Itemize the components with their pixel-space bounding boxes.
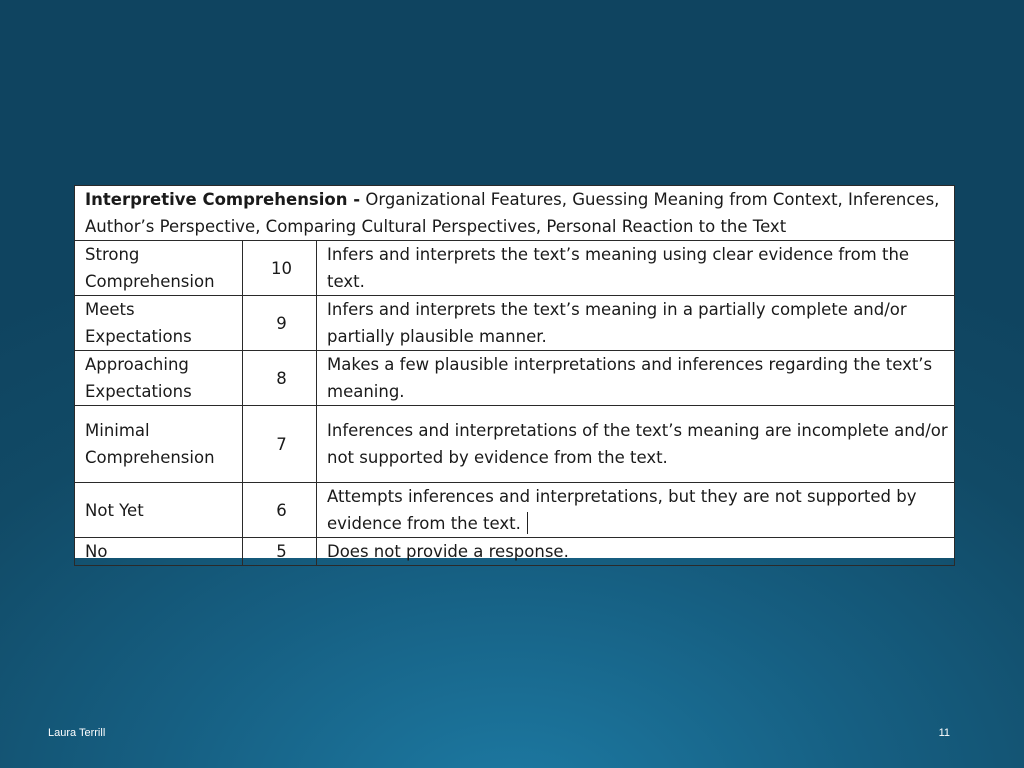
score-cell: 8 (243, 351, 317, 406)
text-cursor (527, 512, 528, 534)
score-cell: 6 (243, 483, 317, 538)
table-row (75, 351, 955, 406)
description-text: Attempts inferences and interpretations, but they are not supported by evidence from the text. (327, 487, 917, 533)
level-cell: Approaching Expectations (75, 351, 243, 406)
score-cell: 7 (243, 406, 317, 483)
description-cell: Does not provide a response. (317, 538, 955, 566)
level-cell: Meets Expectations (75, 296, 243, 351)
description-cell: Makes a few plausible interpretations and inferences regarding the text’s meaning. (317, 351, 955, 406)
description-cell: Inferences and interpretations of the text’s meaning are incomplete and/or not supported by evidence from the text. (317, 406, 955, 483)
description-cell: Infers and interprets the text’s meaning using clear evidence from the text. (317, 241, 955, 296)
rubric-table-image (74, 185, 954, 561)
rubric-table (74, 185, 955, 566)
footer-author: Laura Terrill (48, 727, 106, 739)
table-row (75, 538, 955, 566)
score-cell: 5 (243, 538, 317, 566)
level-cell: No (75, 538, 243, 566)
rubric-subtitle: Organizational Features, Guessing Meaning from Context, Inferences, Author’s Perspective, Comparing Cultural Perspectives, Personal Reaction to the Text (85, 190, 940, 236)
table-row (75, 296, 955, 351)
score-cell: 9 (243, 296, 317, 351)
score-cell: 10 (243, 241, 317, 296)
description-cell (317, 483, 955, 538)
level-cell: Not Yet (75, 483, 243, 538)
rubric-header-row (75, 186, 955, 241)
description-cell: Infers and interprets the text’s meaning in a partially complete and/or partially plausible manner. (317, 296, 955, 351)
table-row (75, 406, 955, 483)
level-cell: Minimal Comprehension (75, 406, 243, 483)
table-row (75, 483, 955, 538)
level-cell: Strong Comprehension (75, 241, 243, 296)
table-row (75, 241, 955, 296)
slide-number: 11 (938, 727, 950, 739)
rubric-title: Interpretive Comprehension - (85, 190, 361, 209)
rubric-header-cell (75, 186, 955, 241)
